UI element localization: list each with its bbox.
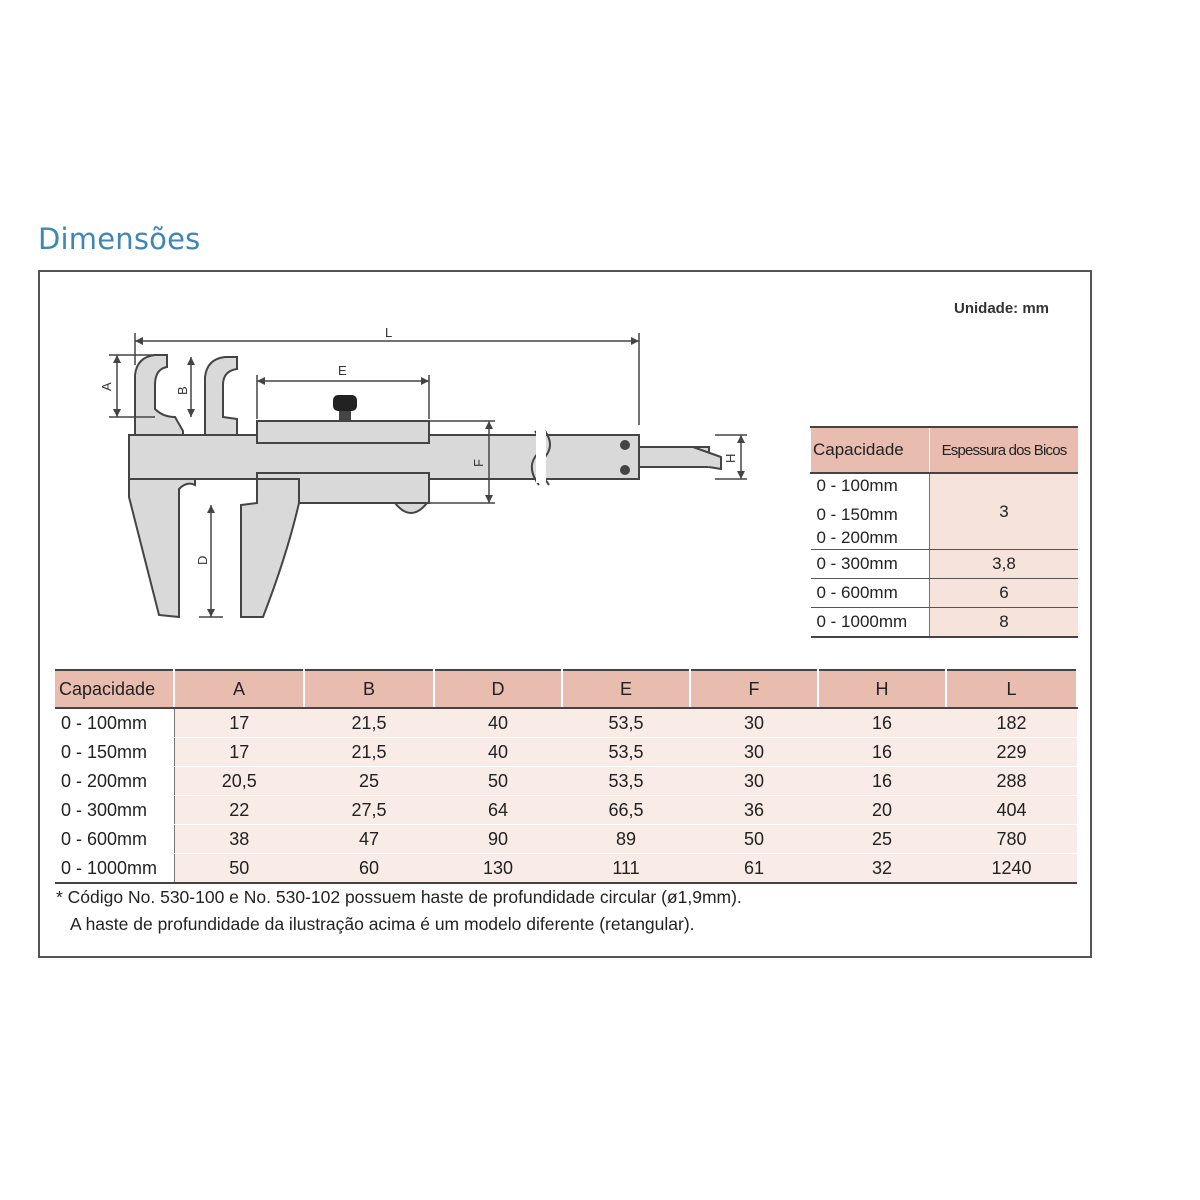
cell-d: 64 [434,796,562,825]
jaw-thickness-table [810,426,1078,638]
cell-e: 111 [562,854,690,884]
label-a: A [99,382,114,391]
jaw-capacity-200: 0 - 200mm [816,528,898,547]
cell-h: 32 [818,854,946,884]
row-capacity: 0 - 200mm [55,767,174,796]
dim-header-f: F [690,670,818,708]
cell-d: 50 [434,767,562,796]
cell-b: 27,5 [304,796,434,825]
cell-a: 22 [174,796,304,825]
footnote-line-2: A haste de profundidade da ilustração acima é um modelo diferente (retangular). [70,914,695,934]
jaw-header-capacity: Capacidade [811,427,930,473]
cell-b: 21,5 [304,738,434,767]
dim-header-b: B [304,670,434,708]
cell-d: 90 [434,825,562,854]
table-row [55,708,1077,738]
cell-d: 40 [434,738,562,767]
cell-h: 16 [818,767,946,796]
jaw-row-value: 3 [930,473,1079,550]
cell-e: 53,5 [562,708,690,738]
row-capacity: 0 - 1000mm [55,854,174,884]
cell-h: 25 [818,825,946,854]
cell-d: 130 [434,854,562,884]
cell-f: 30 [690,767,818,796]
caliper-diagram [95,325,755,635]
footnote-line-1: * Código No. 530-100 e No. 530-102 possuem haste de profundidade circular (ø1,9mm). [56,887,742,907]
cell-h: 16 [818,708,946,738]
slider-upper-jaw [205,357,237,435]
cell-a: 50 [174,854,304,884]
page-title: Dimensões [38,222,201,256]
cell-e: 53,5 [562,767,690,796]
dim-header-capacity: Capacidade [55,670,174,708]
table-row [55,854,1077,884]
cell-h: 20 [818,796,946,825]
slider-lower-jaw [241,479,299,617]
jaw-row-capacity: 0 - 300mm [811,550,930,579]
cell-a: 17 [174,738,304,767]
cell-l: 1240 [946,854,1077,884]
dim-header-e: E [562,670,690,708]
jaw-row-capacity: 0 - 600mm [811,579,930,608]
lock-screw [333,395,357,411]
row-capacity: 0 - 100mm [55,708,174,738]
label-l: L [385,325,393,340]
jaw-capacity-150: 0 - 150mm [816,505,898,524]
fixed-lower-jaw [129,479,195,617]
dim-header-a: A [174,670,304,708]
cell-h: 16 [818,738,946,767]
jaw-capacity-100: 0 - 100mm [816,476,898,495]
label-d: D [195,555,210,565]
jaw-row-value: 3,8 [930,550,1079,579]
cell-f: 61 [690,854,818,884]
cell-b: 47 [304,825,434,854]
jaw-header-thickness: Espessura dos Bicos [930,427,1079,473]
cell-f: 50 [690,825,818,854]
cell-a: 17 [174,708,304,738]
cell-b: 25 [304,767,434,796]
label-h: H [723,453,738,463]
cell-l: 404 [946,796,1077,825]
jaw-row-capacity: 0 - 1000mm [811,608,930,638]
slider-body [257,421,429,443]
label-b: B [175,386,190,395]
jaw-row-value: 6 [930,579,1079,608]
label-f: F [471,459,486,467]
cell-e: 53,5 [562,738,690,767]
cell-l: 780 [946,825,1077,854]
jaw-row [811,473,1079,550]
footnote [56,884,742,938]
cell-a: 38 [174,825,304,854]
cell-l: 229 [946,738,1077,767]
unit-label: Unidade: mm [954,300,1050,317]
table-row [55,738,1077,767]
jaw-row [811,608,1079,638]
cell-b: 60 [304,854,434,884]
dim-header-h: H [818,670,946,708]
cell-e: 66,5 [562,796,690,825]
thumb-roller [395,503,427,513]
table-row [55,825,1077,854]
cell-l: 182 [946,708,1077,738]
cell-a: 20,5 [174,767,304,796]
dim-header-l: L [946,670,1077,708]
cell-f: 36 [690,796,818,825]
cell-b: 21,5 [304,708,434,738]
jaw-row [811,579,1079,608]
row-capacity: 0 - 600mm [55,825,174,854]
cell-f: 30 [690,738,818,767]
row-capacity: 0 - 150mm [55,738,174,767]
cell-e: 89 [562,825,690,854]
cell-f: 30 [690,708,818,738]
jaw-row-value: 8 [930,608,1079,638]
jaw-row-capacity [811,473,930,550]
dimensions-table [55,669,1078,884]
table-row [55,767,1077,796]
table-row [55,796,1077,825]
jaw-row [811,550,1079,579]
label-e: E [338,363,347,378]
row-capacity: 0 - 300mm [55,796,174,825]
dim-header-d: D [434,670,562,708]
cell-l: 288 [946,767,1077,796]
cell-d: 40 [434,708,562,738]
